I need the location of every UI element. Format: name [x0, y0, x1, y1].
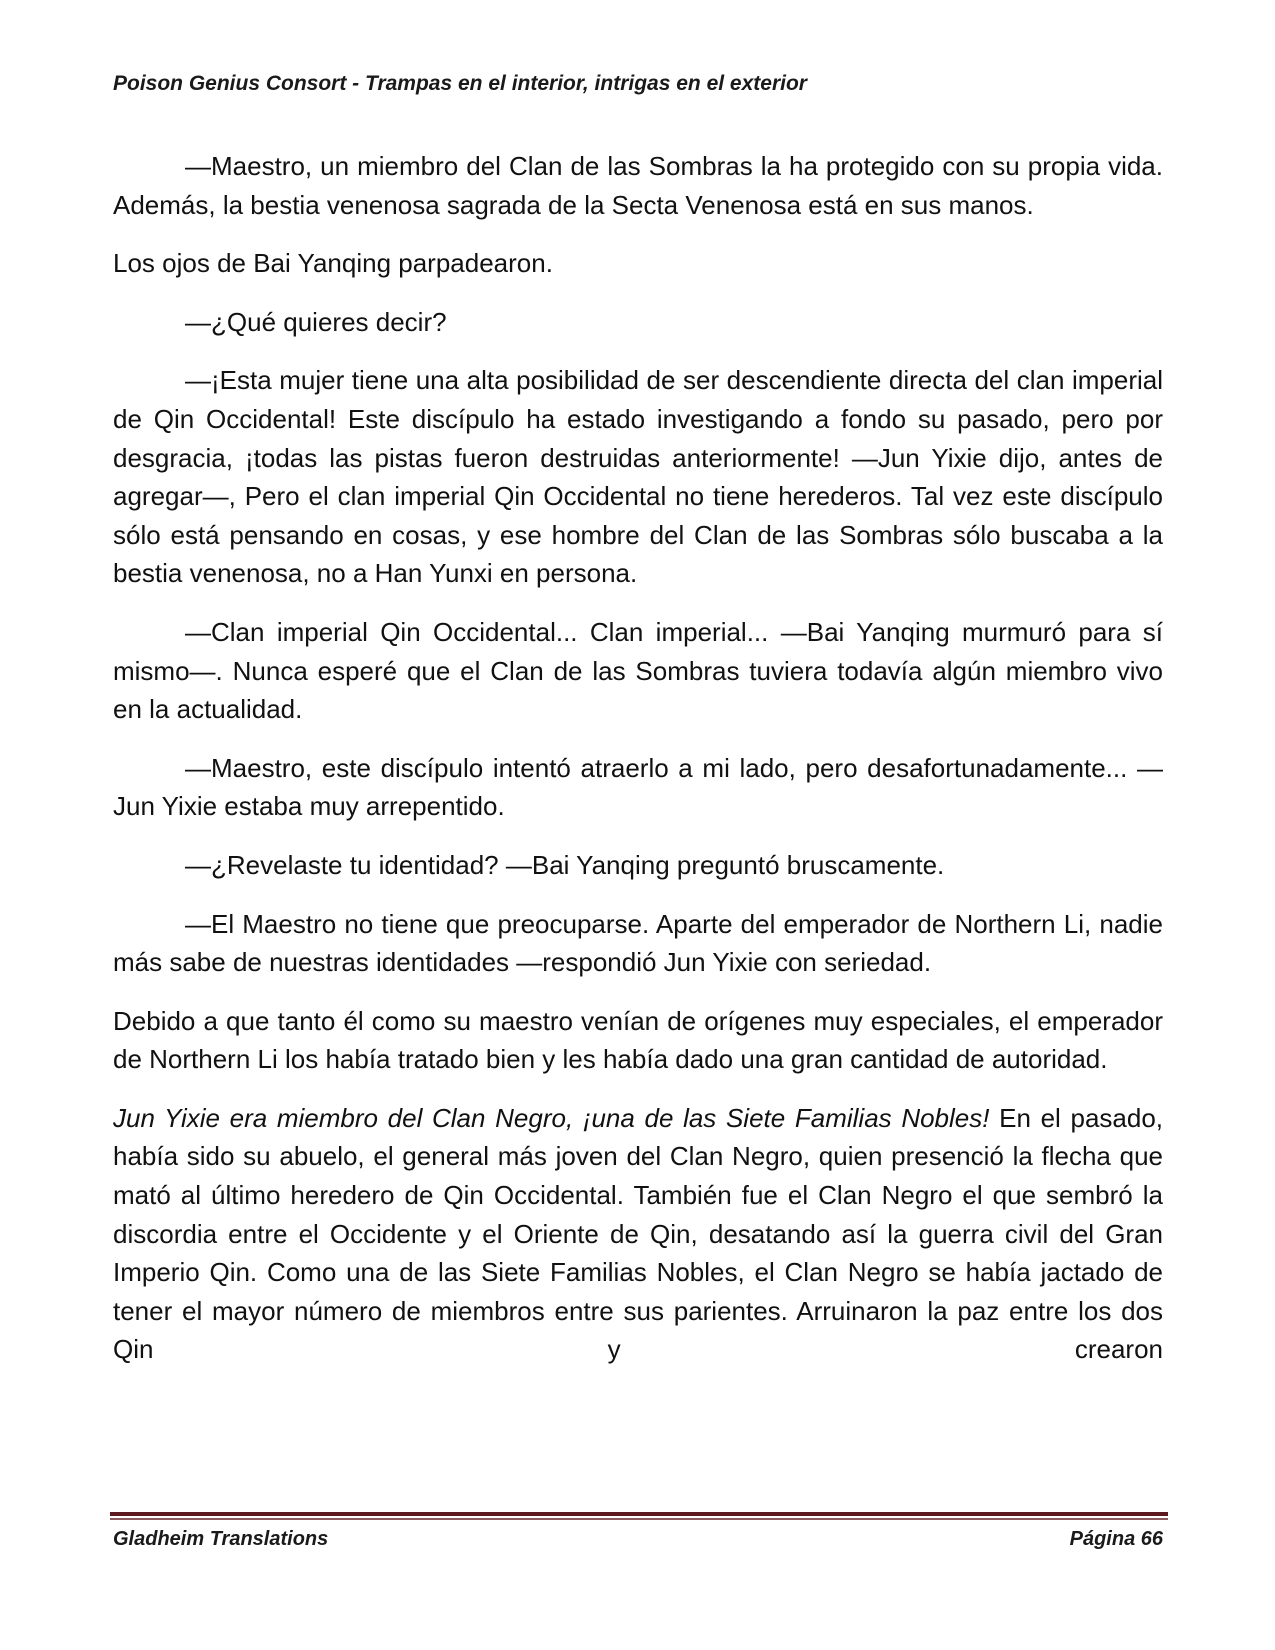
page-number: Página 66	[1069, 1528, 1163, 1550]
paragraph: —¿Qué quieres decir?	[185, 306, 447, 337]
paragraph: —El Maestro no tiene que preocuparse. Aparte del emperador de Northern Li, nadie más sabe de nuestras identidades —respondió Jun Yixie con seriedad.	[113, 908, 1163, 978]
paragraph: —¡Esta mujer tiene una alta posibilidad de ser descendiente directa del clan imperial de Qin Occidental! Este discípulo ha estado investigando a fondo su pasado, pero por desgracia, ¡todas las pistas fueron destruidas anteriormente! —Jun Yixie dijo, antes de agregar—, Pero el clan imperial Qin Occidental no tiene herederos. Tal vez este discípulo sólo está pensando en cosas, y ese hombre del Clan de las Sombras sólo buscaba a la bestia venenosa, no a Han Yunxi en persona.	[113, 365, 1163, 589]
running-header: Poison Genius Consort - Trampas en el interior, intrigas en el exterior	[113, 72, 807, 95]
paragraph: —Maestro, un miembro del Clan de las Sombras la ha protegido con su propia vida. Además, la bestia venenosa sagrada de la Secta Venenosa está en sus manos.	[113, 151, 1163, 220]
footer-rule-thin	[110, 1518, 1168, 1520]
footer-credit: Gladheim Translations	[113, 1528, 329, 1550]
footer-rule	[110, 1512, 1168, 1516]
paragraph: Los ojos de Bai Yanqing parpadearon.	[113, 248, 553, 279]
paragraph: Debido a que tanto él como su maestro venían de orígenes muy especiales, el emperador de Northern Li los había tratado bien y les había dado una gran cantidad de autoridad.	[113, 1005, 1163, 1075]
paragraph	[113, 1099, 1163, 1369]
paragraph: —Maestro, este discípulo intentó atraerlo a mi lado, pero desafortunadamente... —Jun Yixie estaba muy arrepentido.	[113, 752, 1163, 822]
paragraph: —¿Revelaste tu identidad? —Bai Yanqing preguntó bruscamente.	[185, 849, 945, 880]
body-text	[113, 147, 1163, 1369]
italic-phrase: Jun Yixie era miembro del Clan Negro, ¡una de las Siete Familias Nobles!	[113, 1102, 990, 1133]
paragraph-rest: En el pasado, había sido su abuelo, el general más joven del Clan Negro, quien presenció la flecha que mató al último heredero de Qin Occidental. También fue el Clan Negro el que sembró la discordia entre el Occidente y el Oriente de Qin, desatando así la guerra civil del Gran Imperio Qin. Como una de las Siete Familias Nobles, el Clan Negro se había jactado de tener el mayor número de miembros entre sus parientes. Arruinaron la paz entre los dos Qin y crearon	[113, 1102, 1164, 1365]
paragraph: —Clan imperial Qin Occidental... Clan imperial... —Bai Yanqing murmuró para sí mismo—. Nunca esperé que el Clan de las Sombras tuviera todavía algún miembro vivo en la actualidad.	[113, 616, 1163, 725]
